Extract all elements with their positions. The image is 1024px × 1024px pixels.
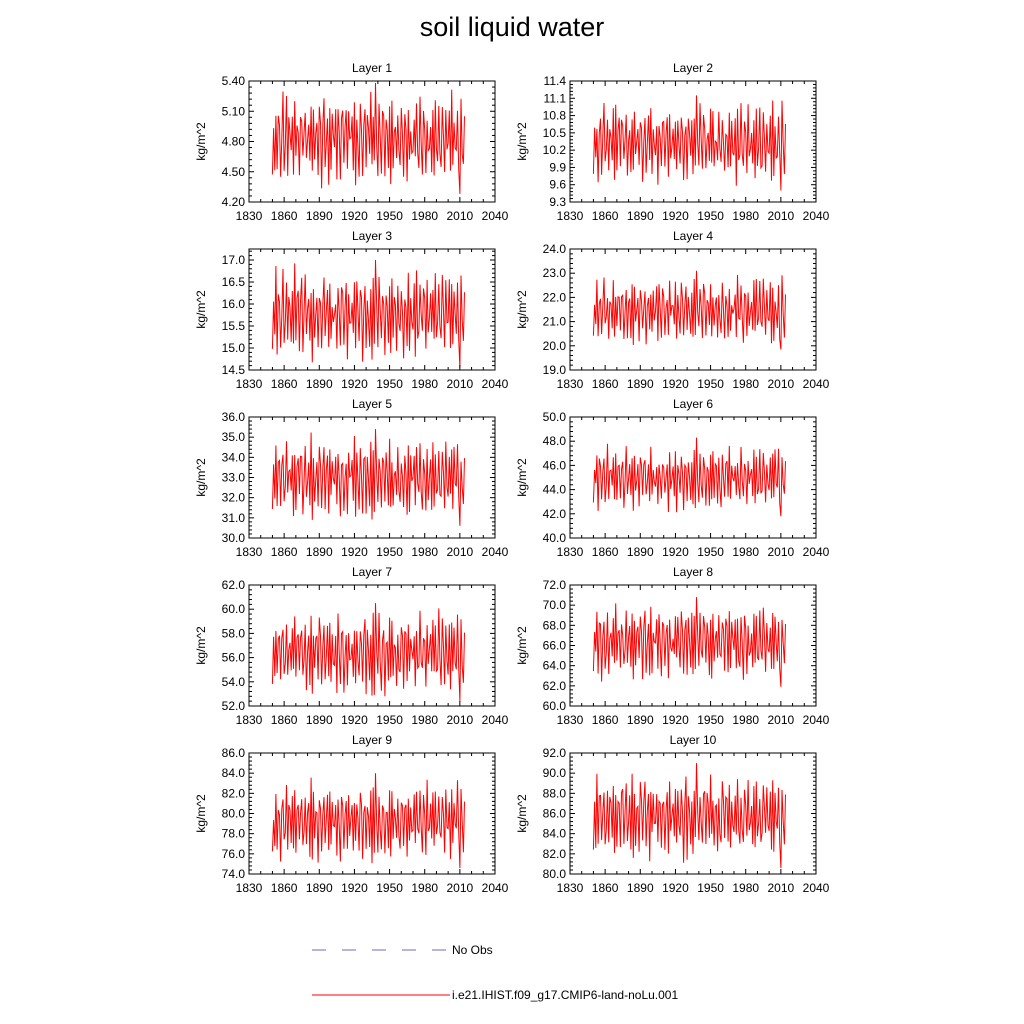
y-tick-label: 17.0 (221, 253, 245, 267)
chart-panel-10 (515, 733, 830, 895)
figure-title: soil liquid water (419, 12, 605, 42)
x-tick-label: 2010 (767, 545, 795, 559)
x-tick-label: 1980 (411, 881, 439, 895)
y-tick-label: 32.0 (221, 490, 245, 505)
x-tick-label: 1980 (411, 209, 439, 223)
y-tick-label: 4.20 (221, 195, 245, 209)
x-tick-label: 1860 (270, 545, 298, 559)
x-tick-label: 1950 (376, 545, 403, 559)
x-tick-label: 2010 (446, 545, 474, 559)
series-line (593, 597, 785, 687)
x-tick-label: 1890 (626, 209, 654, 223)
x-tick-label: 1980 (732, 881, 760, 895)
y-tick-label: 4.50 (221, 164, 245, 179)
y-tick-label: 9.6 (549, 177, 566, 192)
y-tick-label: 60.0 (221, 602, 245, 617)
y-tick-label: 48.0 (542, 434, 566, 449)
series-line (272, 83, 464, 194)
y-tick-label: 20.0 (542, 338, 566, 353)
panel-title: Layer 9 (351, 733, 393, 747)
x-tick-label: 2010 (767, 377, 795, 391)
y-tick-label: 4.80 (221, 134, 245, 149)
y-tick-label: 15.0 (221, 341, 245, 355)
x-tick-label: 2040 (802, 209, 830, 223)
panel-title: Layer 7 (351, 565, 393, 579)
x-tick-label: 1830 (556, 545, 584, 559)
y-tick-label: 42.0 (542, 506, 566, 521)
x-tick-label: 1830 (235, 713, 263, 727)
y-tick-label: 80.0 (542, 867, 566, 881)
chart-panel-9 (194, 733, 509, 895)
y-tick-label: 10.8 (542, 108, 566, 123)
x-tick-label: 1890 (626, 545, 654, 559)
y-tick-label: 21.0 (542, 314, 566, 329)
panel-title: Layer 8 (672, 565, 714, 579)
y-tick-label: 62.0 (542, 678, 566, 693)
y-axis-label: kg/m^2 (515, 122, 529, 161)
x-tick-label: 1950 (697, 377, 724, 391)
chart-panel-6 (515, 397, 830, 559)
x-tick-label: 1920 (662, 377, 689, 391)
x-tick-label: 1920 (341, 209, 368, 223)
x-tick-label: 2040 (481, 881, 509, 895)
legend-label-no-obs: No Obs (452, 943, 493, 957)
y-tick-label: 52.0 (221, 699, 245, 713)
x-tick-label: 1920 (662, 545, 689, 559)
x-tick-label: 1830 (556, 377, 584, 391)
y-tick-label: 72.0 (542, 578, 566, 592)
x-tick-label: 1890 (305, 209, 333, 223)
chart-panel-3 (194, 229, 509, 391)
y-tick-label: 60.0 (542, 699, 566, 713)
series-line (272, 773, 464, 868)
y-axis-label: kg/m^2 (515, 626, 529, 665)
x-tick-label: 1890 (305, 713, 333, 727)
panel-title: Layer 6 (672, 397, 714, 411)
x-tick-label: 2040 (802, 713, 830, 727)
x-tick-label: 1950 (697, 881, 724, 895)
y-tick-label: 78.0 (221, 826, 245, 841)
x-tick-label: 1830 (556, 209, 584, 223)
x-tick-label: 1950 (376, 209, 403, 223)
y-tick-label: 56.0 (221, 650, 245, 665)
y-tick-label: 22.0 (542, 290, 566, 305)
x-tick-label: 2010 (446, 881, 474, 895)
series-line (593, 763, 785, 868)
chart-panel-7 (194, 565, 509, 727)
x-tick-label: 2010 (446, 209, 474, 223)
y-tick-label: 92.0 (542, 746, 566, 760)
x-tick-label: 1920 (662, 881, 689, 895)
x-tick-label: 1980 (732, 209, 760, 223)
y-tick-label: 11.1 (543, 91, 566, 106)
x-tick-label: 1860 (591, 713, 619, 727)
x-tick-label: 1950 (376, 881, 403, 895)
y-tick-label: 5.10 (221, 104, 245, 119)
x-tick-label: 1980 (411, 377, 439, 391)
y-tick-label: 16.0 (221, 297, 245, 311)
x-tick-label: 1950 (697, 713, 724, 727)
x-tick-label: 2040 (802, 377, 830, 391)
y-tick-label: 82.0 (221, 786, 245, 801)
y-tick-label: 35.0 (221, 430, 245, 445)
y-axis-label: kg/m^2 (194, 794, 208, 833)
x-tick-label: 1860 (591, 881, 619, 895)
y-tick-label: 16.5 (221, 275, 245, 289)
chart-panel-8 (515, 565, 830, 727)
y-tick-label: 14.5 (221, 363, 245, 377)
y-tick-label: 34.0 (221, 450, 245, 465)
y-tick-label: 62.0 (221, 578, 245, 592)
x-tick-label: 2040 (481, 377, 509, 391)
x-tick-label: 1920 (341, 881, 368, 895)
x-tick-label: 2010 (767, 713, 795, 727)
y-tick-label: 15.5 (221, 319, 245, 333)
y-tick-label: 86.0 (221, 746, 245, 760)
y-axis-label: kg/m^2 (194, 626, 208, 665)
y-tick-label: 84.0 (542, 826, 566, 841)
x-tick-label: 1860 (270, 209, 298, 223)
x-tick-label: 1890 (626, 377, 654, 391)
x-tick-label: 2040 (481, 545, 509, 559)
x-tick-label: 1860 (270, 713, 298, 727)
legend (312, 943, 678, 1002)
y-axis-label: kg/m^2 (194, 122, 208, 161)
series-line (272, 429, 464, 526)
x-tick-label: 2010 (767, 881, 795, 895)
y-tick-label: 10.2 (542, 143, 566, 158)
x-tick-label: 1830 (235, 545, 263, 559)
x-tick-label: 2040 (481, 713, 509, 727)
series-line (593, 438, 785, 517)
x-tick-label: 1860 (270, 377, 298, 391)
x-tick-label: 2040 (481, 209, 509, 223)
series-line (593, 271, 785, 350)
x-tick-label: 1890 (305, 881, 333, 895)
y-tick-label: 9.3 (549, 195, 566, 209)
x-tick-label: 1830 (556, 713, 584, 727)
x-tick-label: 1830 (235, 209, 263, 223)
x-tick-label: 1860 (591, 545, 619, 559)
x-tick-label: 1920 (662, 209, 689, 223)
y-axis-label: kg/m^2 (194, 290, 208, 329)
y-tick-label: 84.0 (221, 766, 245, 781)
series-line (272, 603, 464, 701)
y-tick-label: 68.0 (542, 618, 566, 633)
x-tick-label: 1950 (697, 545, 724, 559)
x-tick-label: 2010 (767, 209, 795, 223)
y-tick-label: 5.40 (221, 74, 245, 88)
x-tick-label: 1890 (305, 377, 333, 391)
panel-title: Layer 1 (351, 61, 393, 75)
series-line (593, 95, 785, 190)
panel-title: Layer 2 (672, 61, 714, 75)
x-tick-label: 1860 (270, 881, 298, 895)
x-tick-label: 1830 (235, 881, 263, 895)
series-line (272, 260, 464, 368)
legend-label-model: i.e21.IHIST.f09_g17.CMIP6-land-noLu.001 (452, 988, 679, 1002)
y-tick-label: 44.0 (542, 482, 566, 497)
y-tick-label: 36.0 (221, 410, 245, 424)
chart-panel-5 (194, 397, 509, 559)
x-tick-label: 1980 (732, 377, 760, 391)
y-tick-label: 33.0 (221, 470, 245, 485)
x-tick-label: 1950 (376, 713, 403, 727)
x-tick-label: 1920 (341, 713, 368, 727)
panel-title: Layer 3 (351, 229, 393, 243)
x-tick-label: 2010 (446, 713, 474, 727)
x-tick-label: 1980 (732, 545, 760, 559)
x-tick-label: 1980 (411, 713, 439, 727)
y-tick-label: 86.0 (542, 806, 566, 821)
panel-title: Layer 5 (351, 397, 393, 411)
y-tick-label: 46.0 (542, 458, 566, 473)
y-tick-label: 24.0 (542, 242, 566, 256)
x-tick-label: 2040 (802, 545, 830, 559)
x-tick-label: 1890 (626, 881, 654, 895)
x-tick-label: 1890 (305, 545, 333, 559)
y-tick-label: 11.4 (543, 74, 566, 88)
x-tick-label: 1920 (662, 713, 689, 727)
y-tick-label: 66.0 (542, 638, 566, 653)
y-tick-label: 88.0 (542, 786, 566, 801)
chart-panel-4 (515, 229, 830, 391)
panel-title: Layer 4 (672, 229, 714, 243)
y-tick-label: 70.0 (542, 598, 566, 613)
x-tick-label: 1920 (341, 377, 368, 391)
y-tick-label: 90.0 (542, 766, 566, 781)
y-tick-label: 74.0 (221, 867, 245, 881)
y-axis-label: kg/m^2 (515, 458, 529, 497)
x-tick-label: 1920 (341, 545, 368, 559)
y-tick-label: 58.0 (221, 626, 245, 641)
y-tick-label: 10.5 (542, 125, 566, 140)
x-tick-label: 1890 (626, 713, 654, 727)
y-tick-label: 19.0 (542, 363, 566, 377)
panel-title: Layer 10 (669, 733, 717, 747)
x-tick-label: 1980 (732, 713, 760, 727)
x-tick-label: 2010 (446, 377, 474, 391)
x-tick-label: 1950 (697, 209, 724, 223)
y-tick-label: 76.0 (221, 846, 245, 861)
y-axis-label: kg/m^2 (515, 794, 529, 833)
y-tick-label: 64.0 (542, 658, 566, 673)
y-tick-label: 30.0 (221, 531, 245, 545)
x-tick-label: 1950 (376, 377, 403, 391)
x-tick-label: 1860 (591, 377, 619, 391)
x-tick-label: 1860 (591, 209, 619, 223)
y-axis-label: kg/m^2 (194, 458, 208, 497)
y-axis-label: kg/m^2 (515, 290, 529, 329)
x-tick-label: 2040 (802, 881, 830, 895)
x-tick-label: 1830 (235, 377, 263, 391)
y-tick-label: 23.0 (542, 266, 566, 281)
x-tick-label: 1980 (411, 545, 439, 559)
chart-panel-2 (515, 61, 830, 223)
chart-panel-1 (194, 61, 509, 223)
y-tick-label: 40.0 (542, 531, 566, 545)
x-tick-label: 1830 (556, 881, 584, 895)
y-tick-label: 50.0 (542, 410, 566, 424)
y-tick-label: 9.9 (549, 160, 566, 175)
y-tick-label: 82.0 (542, 846, 566, 861)
y-tick-label: 80.0 (221, 806, 245, 821)
y-tick-label: 31.0 (221, 510, 245, 525)
y-tick-label: 54.0 (221, 674, 245, 689)
